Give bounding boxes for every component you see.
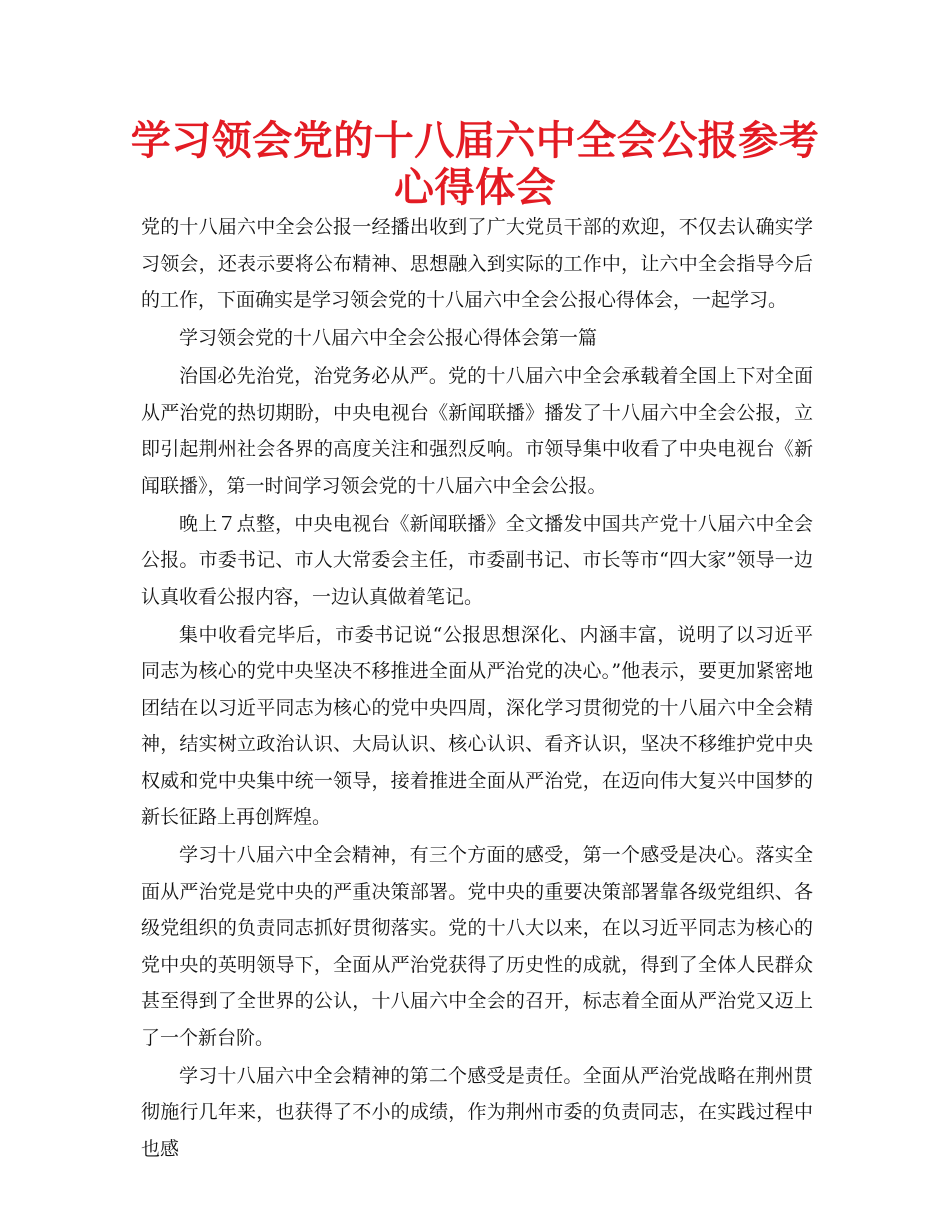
body-paragraph: 集中收看完毕后，市委书记说“公报思想深化、内涵丰富，说明了以习近平同志为核心的党中央坚决不移推进全面从严治党的决心。”他表示，要更加紧密地团结在以习近平同志为核心的党中央四周，深化学习贯彻党的十八届六中全会精神，结实树立政治认识、大局认识、核心认识、看齐认识，坚决不移维护党中央权威和党中央集中统一领导，接着推进全面从严治党，在迈向伟大复兴中国梦的新长征路上再创辉煌。 bbox=[141, 623, 813, 828]
intro-paragraph: 党的十八届六中全会公报一经播出收到了广大党员干部的欢迎，不仅去认确实学习领会，还表示要将公布精神、思想融入到实际的工作中，让六中全会指导今后的工作，下面确实是学习领会党的十八届六中全会公报心得体会，一起学习。 bbox=[141, 216, 813, 311]
body-paragraph: 晚上７点整，中央电视台《新闻联播》全文播发中国共产党十八届六中全会公报。市委书记、市人大常委会主任，市委副书记、市长等市“四大家”领导一边认真收看公报内容，一边认真做着笔记。 bbox=[141, 512, 813, 608]
section-heading: 学习领会党的十八届六中全会公报心得体会第一篇 bbox=[179, 327, 598, 349]
body-paragraph: 学习十八届六中全会精神的第二个感受是责任。全面从严治党战略在荆州贯彻施行几年来，也获得了不小的成绩，作为荆州市委的负责同志，在实践过程中也感 bbox=[141, 1064, 813, 1160]
document-body bbox=[141, 209, 813, 1169]
document-title: 学习领会党的十八届六中全会公报参考心得体会 bbox=[130, 118, 820, 211]
body-paragraph: 学习十八届六中全会精神，有三个方面的感受，第一个感受是决心。落实全面从严治党是党中央的严重决策部署。党中央的重要决策部署靠各级党组织、各级党组织的负责同志抓好贯彻落实。党的十八大以来，在以习近平同志为核心的党中央的英明领导下，全面从严治党获得了历史性的成就，得到了全体人民群众甚至得到了全世界的公认，十八届六中全会的召开，标志着全面从严治党又迈上了一个新台阶。 bbox=[141, 844, 813, 1049]
body-paragraph: 治国必先治党，治党务必从严。党的十八届六中全会承载着全国上下对全面从严治党的热切期盼，中央电视台《新闻联播》播发了十八届六中全会公报，立即引起荆州社会各界的高度关注和强烈反响。市领导集中收看了中央电视台《新闻联播》，第一时间学习领会党的十八届六中全会公报。 bbox=[141, 365, 813, 497]
